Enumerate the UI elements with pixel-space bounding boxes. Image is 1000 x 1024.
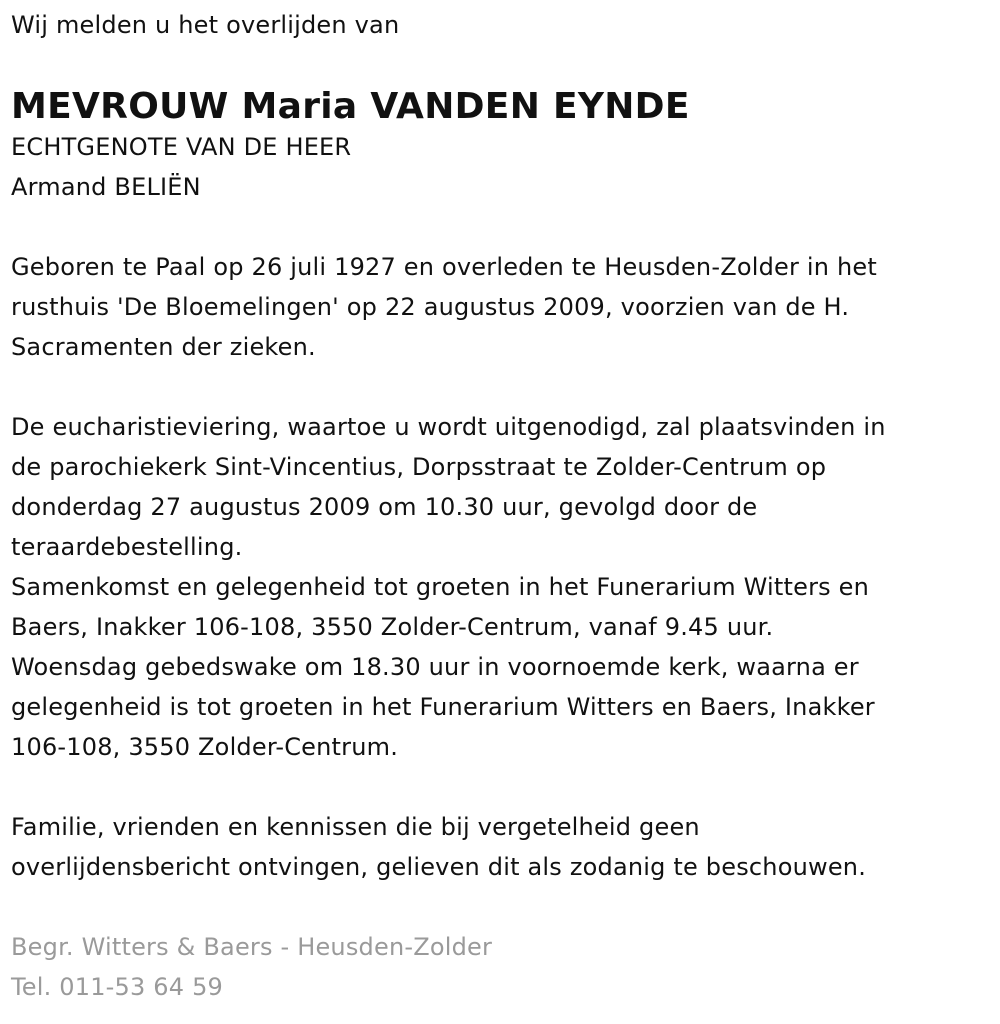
ceremony-paragraph bbox=[11, 407, 1000, 767]
paragraph-line: Baers, Inakker 106-108, 3550 Zolder-Centrum, vanaf 9.45 uur. bbox=[11, 613, 774, 641]
paragraph-line: donderdag 27 augustus 2009 om 10.30 uur, gevolgd door de bbox=[11, 493, 758, 521]
paragraph-line: Sacramenten der zieken. bbox=[11, 333, 316, 361]
intro-text: Wij melden u het overlijden van bbox=[11, 11, 400, 39]
relation-text: ECHTGENOTE VAN DE HEER bbox=[11, 133, 352, 161]
spacer bbox=[11, 887, 1000, 927]
spacer bbox=[11, 767, 1000, 807]
paragraph-line: Familie, vrienden en kennissen die bij vergetelheid geen bbox=[11, 813, 700, 841]
notice-paragraph bbox=[11, 807, 1000, 887]
paragraph-line: rusthuis 'De Bloemelingen' op 22 augustus 2009, voorzien van de H. bbox=[11, 293, 850, 321]
paragraph-line: Samenkomst en gelegenheid tot groeten in het Funerarium Witters en bbox=[11, 573, 870, 601]
funeral-home-name: Begr. Witters & Baers - Heusden-Zolder bbox=[11, 933, 493, 961]
spacer bbox=[11, 207, 1000, 247]
paragraph-line: 106-108, 3550 Zolder-Centrum. bbox=[11, 733, 399, 761]
birth-death-paragraph bbox=[11, 247, 1000, 367]
paragraph-line: overlijdensbericht ontvingen, gelieven dit als zodanig te beschouwen. bbox=[11, 853, 867, 881]
paragraph-line: gelegenheid is tot groeten in het Funerarium Witters en Baers, Inakker bbox=[11, 693, 875, 721]
spacer bbox=[11, 367, 1000, 407]
funeral-home-phone: Tel. 011-53 64 59 bbox=[11, 973, 224, 1001]
paragraph-line: de parochiekerk Sint-Vincentius, Dorpsstraat te Zolder-Centrum op bbox=[11, 453, 827, 481]
paragraph-line: De eucharistieviering, waartoe u wordt uitgenodigd, zal plaatsvinden in bbox=[11, 413, 886, 441]
spacer bbox=[11, 45, 1000, 87]
funeral-home-info bbox=[11, 927, 1000, 1007]
paragraph-line: Woensdag gebedswake om 18.30 uur in voornoemde kerk, waarna er bbox=[11, 653, 859, 681]
spouse-name: Armand BELIËN bbox=[11, 173, 201, 201]
paragraph-line: teraardebestelling. bbox=[11, 533, 243, 561]
paragraph-line: Geboren te Paal op 26 juli 1927 en overleden te Heusden-Zolder in het bbox=[11, 253, 877, 281]
deceased-name: MEVROUW Maria VANDEN EYNDE bbox=[11, 86, 690, 127]
